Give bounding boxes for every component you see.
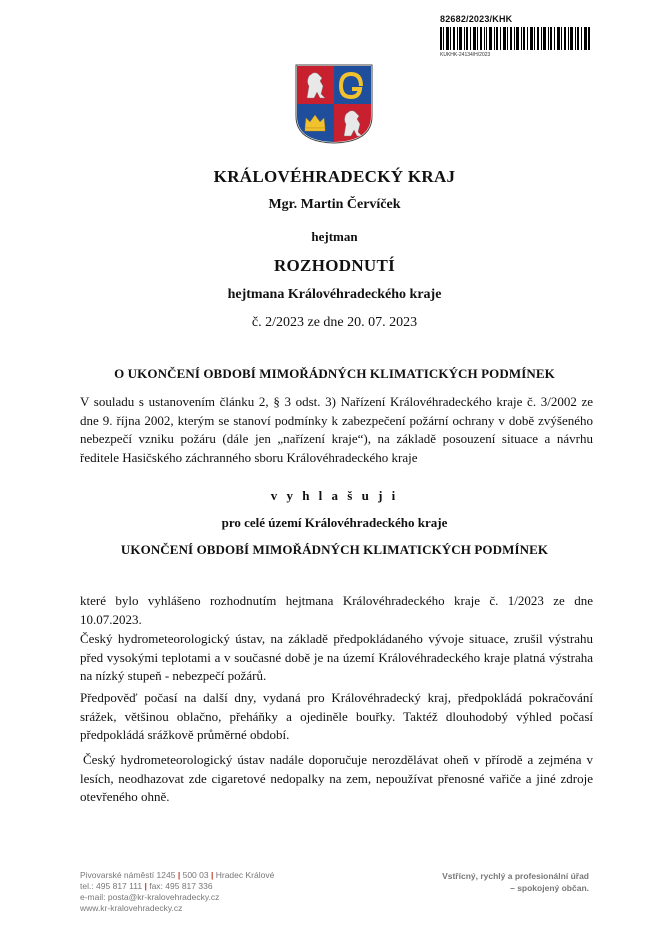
footer-tel: tel.: 495 817 111: [80, 881, 143, 891]
coat-of-arms-logo: [295, 64, 373, 144]
footer-fax: fax: 495 817 336: [149, 881, 213, 891]
footer-separator: |: [177, 870, 181, 880]
intro-paragraph: V souladu s ustanovením článku 2, § 3 odst. 3) Nařízení Královéhradeckého kraje č. 3/2002 ze dne 9. října 2002, kterým se stanoví podmínky k zabezpečení požární ochrany v době zvýšeného nebezpečí vzniku požáru (dále jen „nařízení kraje“), na základě posouzení situace a návrhu ředitele Hasičského záchranného sboru Královéhradeckého kraje: [80, 394, 593, 465]
footer-slogan-line1: Vstřícný, rychlý a profesionální úřad: [442, 871, 589, 881]
footer-email[interactable]: e-mail: posta@kr-kralovehradecky.cz: [80, 892, 220, 902]
official-name: Mgr. Martin Červíček: [268, 197, 401, 212]
scope-heading: pro celé území Královéhradeckého kraje: [221, 515, 448, 530]
end-title-heading: UKONČENÍ OBDOBÍ MIMOŘÁDNÝCH KLIMATICKÝCH PODMÍNEK: [120, 542, 549, 557]
footer-separator: |: [210, 870, 214, 880]
footer-address-line: [80, 870, 274, 881]
document-number: č. 2/2023 ze dne 20. 07. 2023: [251, 315, 418, 330]
footer-web-link[interactable]: www.kr-kralovehradecky.cz: [80, 903, 183, 913]
advice-paragraph: Český hydrometeorologický ústav nadále doporučuje nerozdělávat oheň v přírodě a zejména v lesích, neodhazovat zde cigaretové nedopalky na zem, nepoužívat přenosné vařiče a jiné zdroje otevřeného ohně.: [80, 752, 593, 804]
forecast-paragraph: Předpověď počasí na další dny, vydaná pro Královéhradecký kraj, předpokládá pokračování srážek, většinou oblačno, přeháňky a ojediněle bouřky. Taktéž dlouhodobý výhled počasí předpokládá srážkově průměrné období.: [80, 690, 593, 742]
footer-street: Pivovarské náměstí 1245: [80, 870, 176, 880]
footer-phone-line: [80, 881, 274, 892]
footer-separator: |: [144, 881, 147, 891]
document-type-title: ROZHODNUTÍ: [273, 256, 396, 275]
footer-city: Hradec Králové: [215, 870, 275, 880]
footer-contacts: [80, 870, 274, 914]
document-subject: O UKONČENÍ OBDOBÍ MIMOŘÁDNÝCH KLIMATICKÝCH PODMÍNEK: [114, 366, 555, 381]
declared-paragraph: které bylo vyhlášeno rozhodnutím hejtmana Královéhradeckého kraje č. 1/2023 ze dne 10.07.2023.: [80, 593, 593, 627]
chmu-paragraph: Český hydrometeorologický ústav, na základě předpokládaného vývoje situace, zrušil výstrahu před vysokými teplotami a v současné době je na území Královéhradeckého kraje platná výstraha na nízký stupeň - nebezpečí požárů.: [80, 631, 593, 683]
barcode: [440, 27, 590, 50]
reference-number: 82682/2023/KHK: [440, 14, 513, 24]
document-issuer: hejtmana Královéhradeckého kraje: [227, 287, 442, 302]
region-heading: KRÁLOVÉHRADECKÝ KRAJ: [213, 167, 456, 186]
reference-subnumber: KUKHK-24134/H/2023: [440, 52, 491, 58]
official-function: hejtman: [311, 229, 358, 244]
footer-slogan-line2: – spokojený občan.: [510, 883, 589, 893]
footer-slogan: [369, 870, 589, 894]
footer-postcode: 500 03: [182, 870, 209, 880]
proclaims-heading: v y h l a š u j i: [270, 488, 399, 503]
